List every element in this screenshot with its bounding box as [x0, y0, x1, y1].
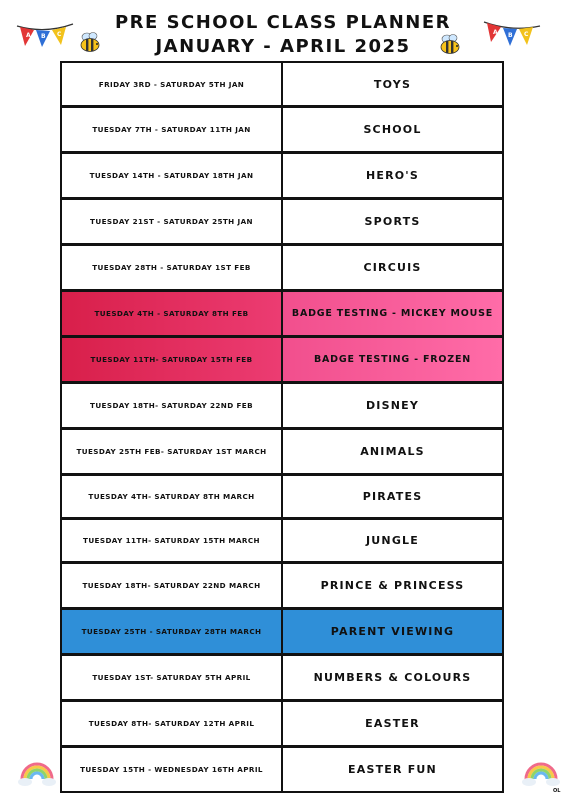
table-row	[62, 63, 502, 108]
bunting-flags-icon	[16, 20, 74, 50]
table-row	[62, 338, 502, 384]
week-theme-cell: EASTER	[365, 717, 420, 730]
week-dates-cell: TUESDAY 11TH- SATURDAY 15TH FEB	[62, 338, 283, 381]
bunting-letter: B	[508, 32, 513, 39]
table-row	[62, 430, 502, 476]
week-theme-cell: PRINCE & PRINCESS	[320, 579, 465, 592]
week-theme-cell: SPORTS	[364, 215, 421, 228]
bunting-letter: C	[524, 31, 529, 38]
bunting-letter: A	[26, 32, 31, 39]
week-dates-cell: TUESDAY 21ST - SATURDAY 25TH JAN	[62, 200, 283, 243]
rainbow-icon	[522, 757, 560, 787]
table-row	[62, 702, 502, 748]
rainbow-icon	[18, 757, 56, 787]
week-dates-cell: TUESDAY 14TH - SATURDAY 18TH JAN	[62, 154, 283, 197]
table-row	[62, 200, 502, 246]
planner-subtitle: JANUARY - APRIL 2025	[155, 36, 411, 57]
week-dates-cell: TUESDAY 4TH - SATURDAY 8TH FEB	[62, 292, 283, 335]
planner-title: PRE SCHOOL CLASS PLANNER	[114, 12, 452, 33]
week-dates-cell: TUESDAY 8TH- SATURDAY 12TH APRIL	[62, 702, 283, 745]
week-dates-cell: TUESDAY 1ST- SATURDAY 5TH APRIL	[62, 656, 283, 699]
week-theme-cell: PARENT VIEWING	[283, 610, 502, 653]
week-dates-cell: FRIDAY 3RD - SATURDAY 5TH JAN	[62, 63, 283, 105]
week-dates-cell: TUESDAY 4TH- SATURDAY 8TH MARCH	[62, 476, 283, 517]
bunting-letter: C	[57, 31, 62, 38]
bunting-letter: A	[493, 29, 498, 36]
week-dates-cell: TUESDAY 28TH - SATURDAY 1ST FEB	[62, 246, 283, 289]
table-row	[62, 748, 502, 791]
week-theme-cell: HERO'S	[365, 169, 420, 182]
table-row	[62, 292, 502, 338]
table-row	[62, 520, 502, 564]
bee-icon	[438, 33, 462, 55]
table-row	[62, 476, 502, 520]
bee-icon	[78, 31, 102, 53]
bunting-flags-icon	[483, 18, 541, 50]
week-theme-cell: ANIMALS	[360, 445, 425, 458]
table-row	[62, 384, 502, 430]
week-theme-cell: JUNGLE	[366, 534, 419, 547]
week-theme-cell: TOYS	[373, 77, 412, 91]
week-theme-cell: PIRATES	[362, 490, 423, 503]
week-theme-cell: NUMBERS & COLOURS	[313, 671, 472, 684]
week-dates-cell: TUESDAY 25TH FEB- SATURDAY 1ST MARCH	[62, 430, 283, 473]
table-row	[62, 656, 502, 702]
week-dates-cell: TUESDAY 7TH - SATURDAY 11TH JAN	[62, 108, 283, 151]
table-row	[62, 246, 502, 292]
week-dates-cell: TUESDAY 25TH - SATURDAY 28TH MARCH	[62, 610, 283, 653]
week-theme-cell: BADGE TESTING - FROZEN	[283, 338, 502, 381]
table-row	[62, 564, 502, 610]
week-theme-cell: DISNEY	[365, 399, 420, 412]
week-theme-cell: SCHOOL	[363, 123, 422, 136]
table-row	[62, 154, 502, 200]
week-theme-cell: EASTER FUN	[348, 763, 437, 776]
week-theme-cell: BADGE TESTING - MICKEY MOUSE	[283, 292, 502, 335]
week-dates-cell: TUESDAY 18TH- SATURDAY 22ND FEB	[62, 384, 283, 427]
bunting-letter: B	[41, 33, 46, 40]
table-row	[62, 108, 502, 154]
week-dates-cell: TUESDAY 18TH- SATURDAY 22ND MARCH	[62, 564, 283, 607]
footer-mark: OL	[553, 788, 561, 794]
table-row	[62, 610, 502, 656]
week-dates-cell: TUESDAY 11TH- SATURDAY 15TH MARCH	[62, 520, 283, 561]
planner-table	[60, 61, 504, 793]
week-dates-cell: TUESDAY 15TH - WEDNESDAY 16TH APRIL	[62, 748, 283, 791]
week-theme-cell: CIRCUIS	[363, 261, 422, 274]
